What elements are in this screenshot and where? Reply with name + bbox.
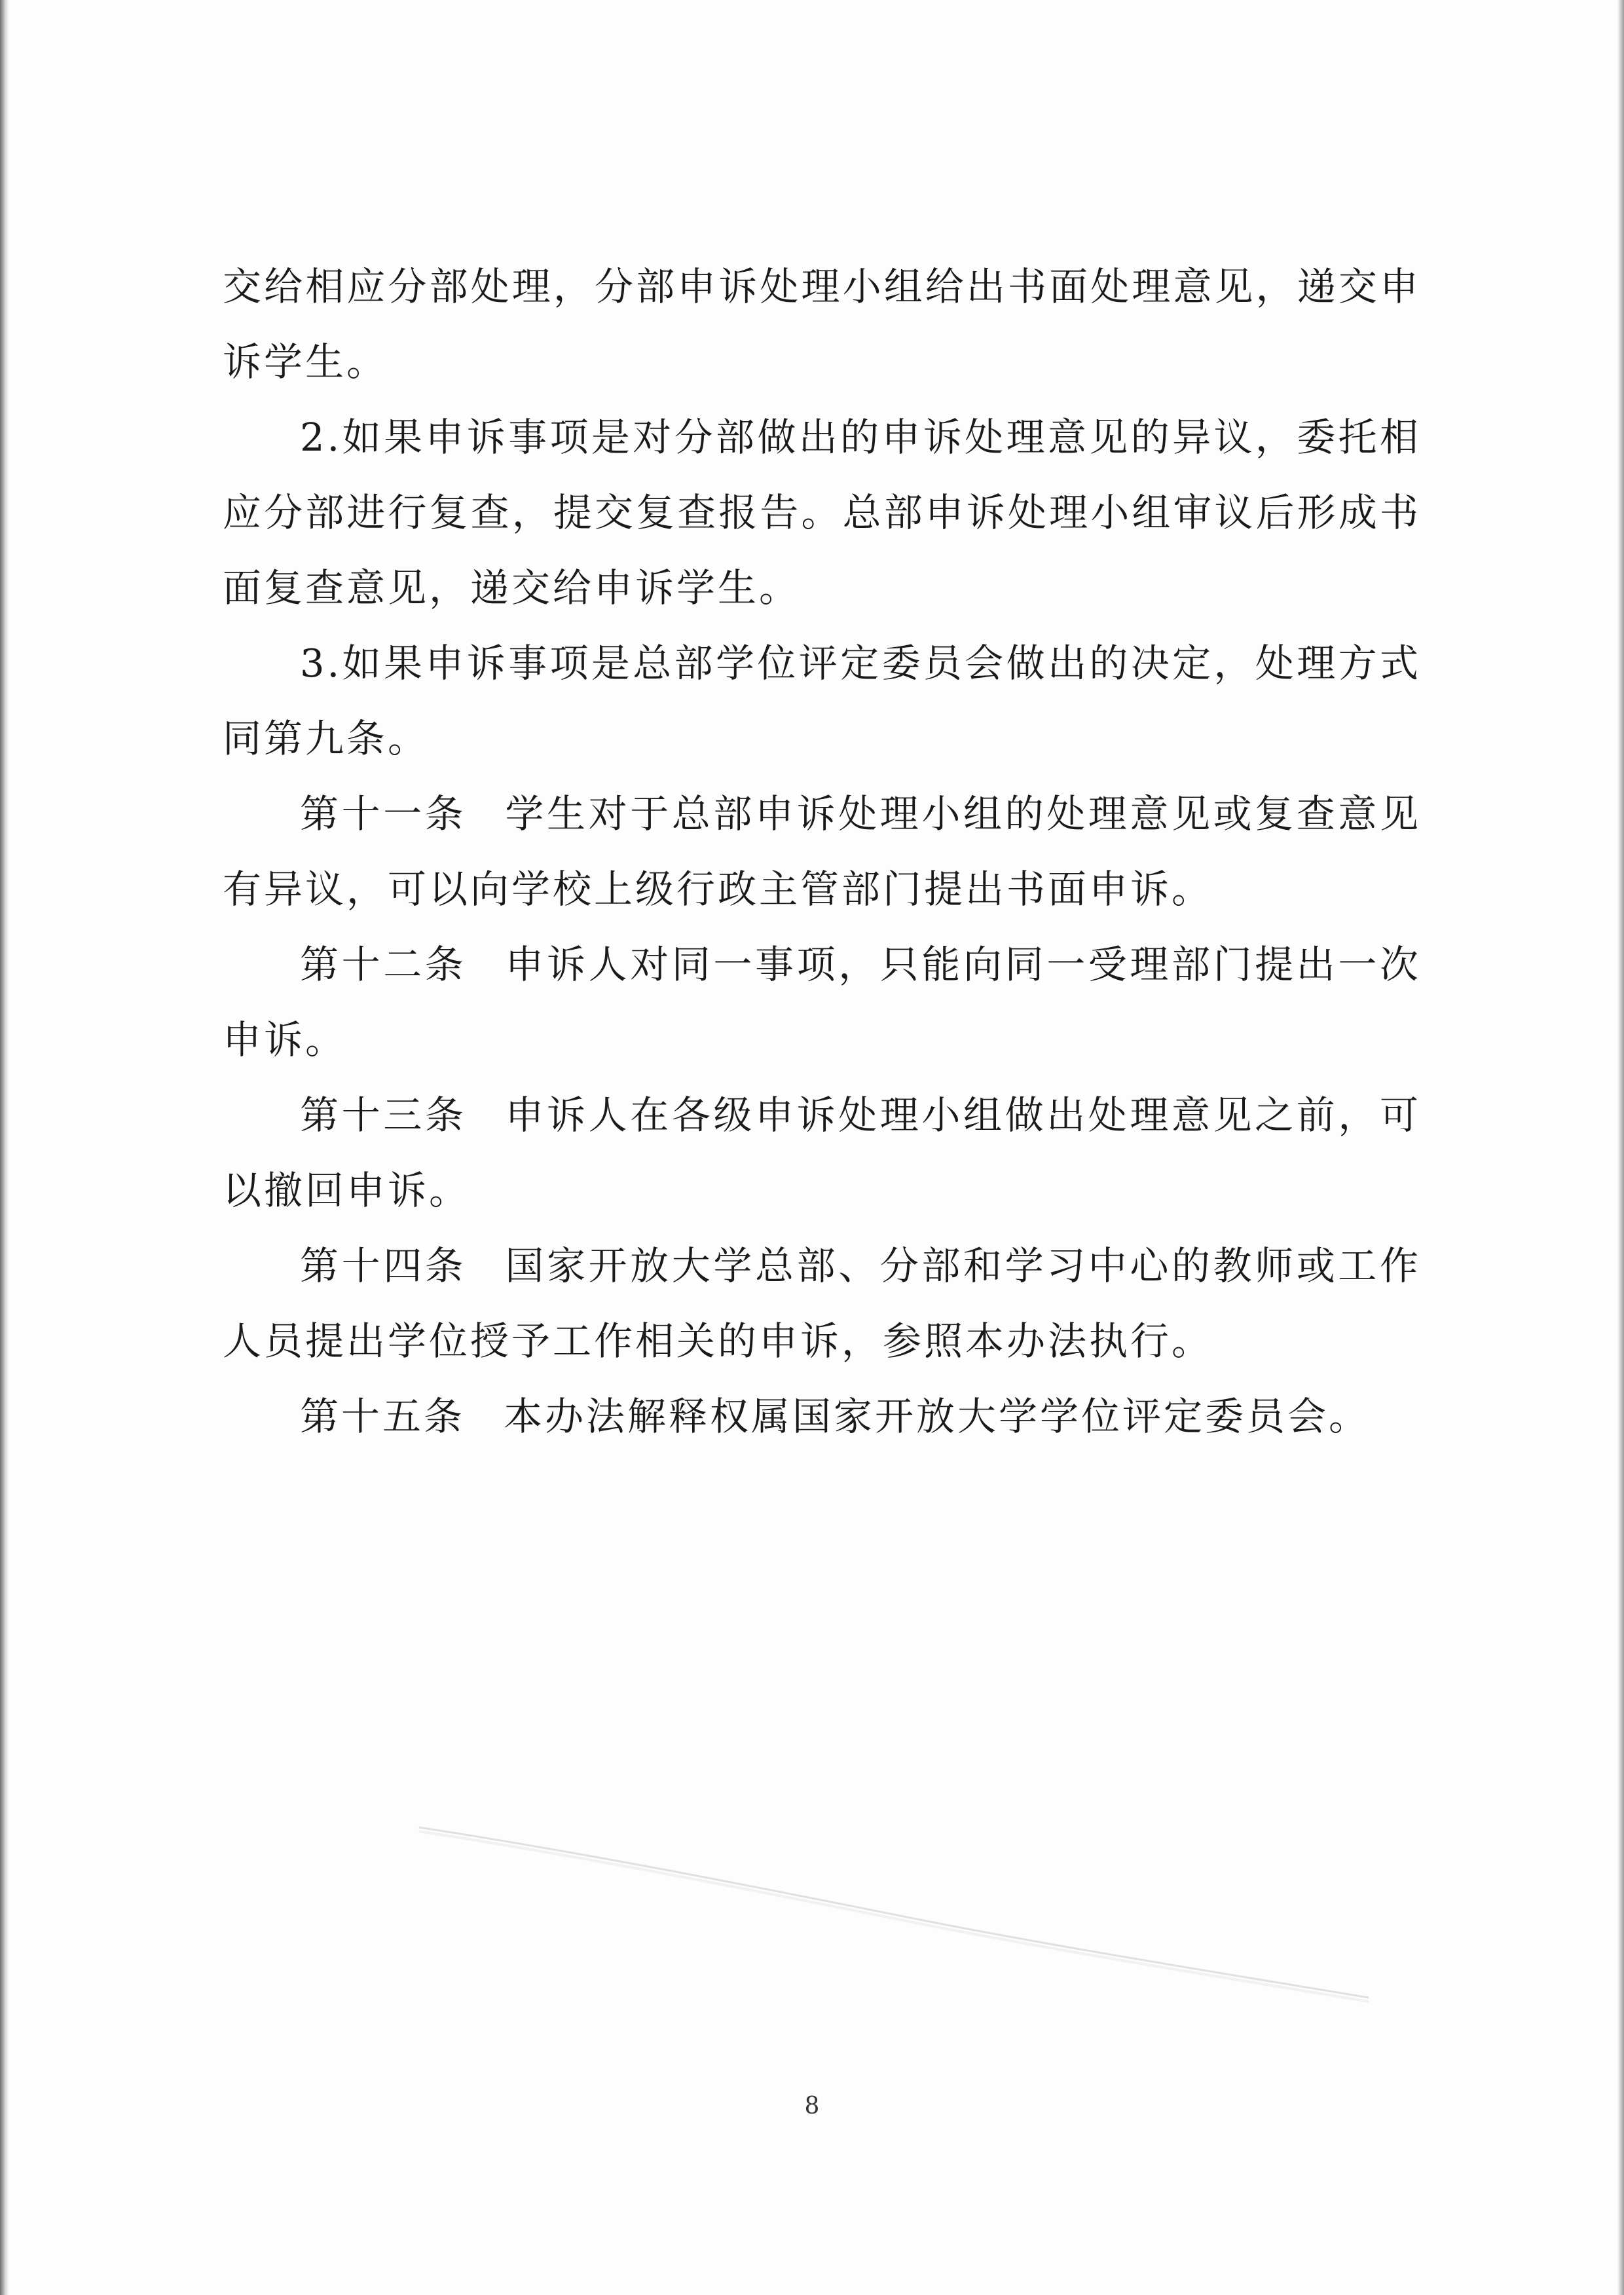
article-text: 学生对于总部申诉处理小组的处理意见或复查意见有异议，可以向学校上级行政主管部门提出书面申诉。 (223, 791, 1421, 912)
paragraph-text: 3.如果申诉事项是总部学位评定委员会做出的决定，处理方式同第九条。 (223, 641, 1421, 761)
article-label: 第十五条 (300, 1394, 466, 1439)
paragraph-continuation (223, 249, 1421, 400)
page-number: 8 (804, 2093, 820, 2119)
article-13 (223, 1077, 1421, 1228)
article-15 (223, 1379, 1421, 1454)
article-text: 申诉人在各级申诉处理小组做出处理意见之前，可以撤回申诉。 (223, 1092, 1421, 1213)
article-text: 申诉人对同一事项，只能向同一受理部门提出一次申诉。 (223, 942, 1421, 1062)
scan-right-edge-shadow (1617, 0, 1624, 2295)
paragraph-item-2 (223, 400, 1421, 625)
document-body (223, 249, 1421, 1454)
paragraph-text: 2.如果申诉事项是对分部做出的申诉处理意见的异议，委托相应分部进行复查，提交复查报告。总部申诉处理小组审议后形成书面复查意见，递交给申诉学生。 (223, 415, 1421, 610)
article-label: 第十二条 (300, 942, 467, 987)
article-14 (223, 1228, 1421, 1379)
article-label: 第十三条 (300, 1092, 467, 1138)
article-11 (223, 776, 1421, 927)
paragraph-text: 交给相应分部处理，分部申诉处理小组给出书面处理意见，递交申诉学生。 (223, 264, 1421, 384)
article-12 (223, 927, 1421, 1077)
scan-left-edge-shadow (0, 0, 9, 2295)
article-label: 第十一条 (300, 791, 467, 836)
article-text: 国家开放大学总部、分部和学习中心的教师或工作人员提出学位授予工作相关的申诉，参照本办法执行。 (223, 1243, 1421, 1364)
paragraph-item-3 (223, 625, 1421, 776)
article-text: 本办法解释权属国家开放大学学位评定委员会。 (504, 1394, 1371, 1439)
article-label: 第十四条 (300, 1243, 467, 1288)
